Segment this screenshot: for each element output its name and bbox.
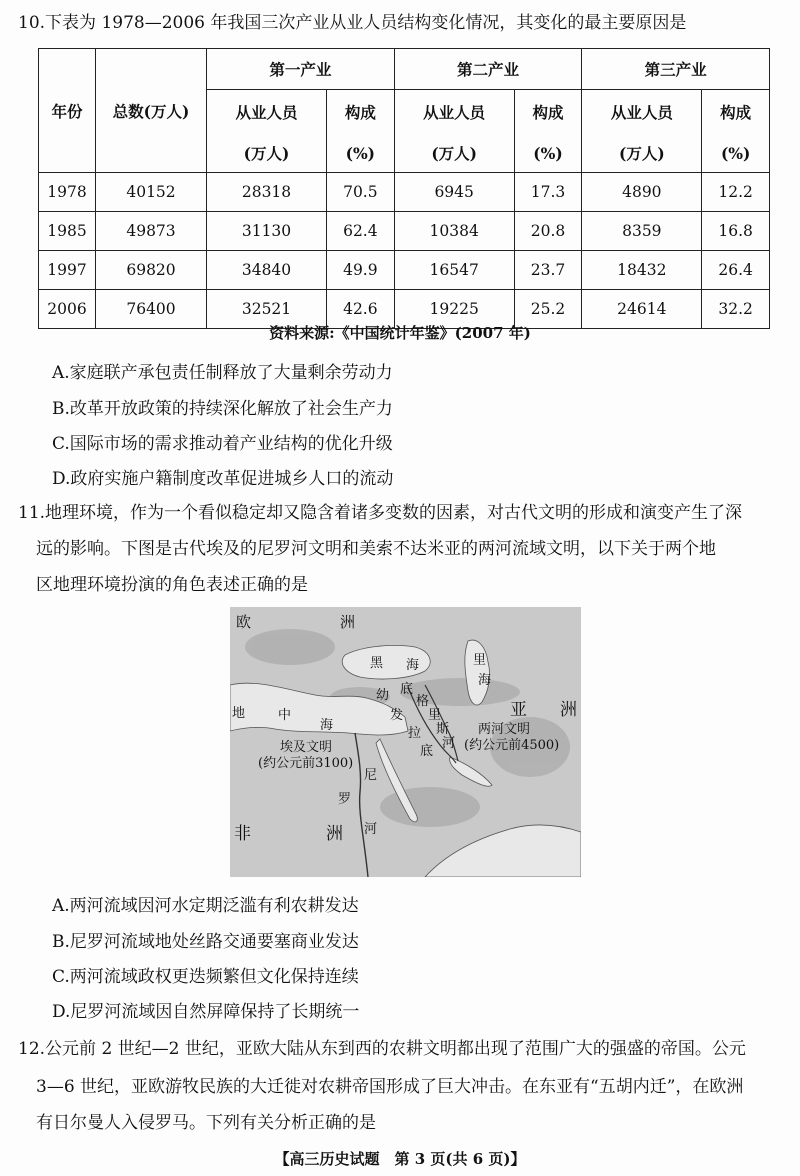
cell: 10384	[394, 212, 514, 251]
cell: 16.8	[702, 212, 770, 251]
g3-ratio-unit: (%)	[702, 134, 770, 173]
map-label: 尼	[364, 768, 378, 783]
group2-header: 第二产业	[394, 49, 582, 90]
map-label: 中	[278, 708, 292, 723]
q12-stem-line-2: 3—6 世纪，亚欧游牧民族的大迁徙对农耕帝国形成了巨大冲击。在东亚有“五胡内迁”，在欧洲	[36, 1077, 744, 1097]
table-source: 资料来源:《中国统计年鉴》(2007 年)	[269, 324, 531, 342]
cell: 6945	[394, 173, 514, 212]
map-label: 罗	[338, 792, 352, 807]
map-label: 里	[473, 653, 487, 668]
map-label: 洲	[340, 613, 356, 631]
q10-option-b: B.改革开放政策的持续深化解放了社会生产力	[52, 399, 393, 419]
cell: 20.8	[514, 212, 582, 251]
map-label: (约公元前3100)	[258, 756, 354, 771]
q11-option-d: D.尼罗河流域因自然屏障保持了长期统一	[52, 1002, 360, 1022]
map-label: 洲	[326, 824, 343, 844]
cell: 18432	[582, 251, 702, 290]
cell: 1985	[39, 212, 96, 251]
cell: 32.2	[702, 290, 770, 329]
map-label: 河	[364, 822, 378, 837]
map-label: 发	[390, 708, 404, 723]
map-label: 海	[478, 673, 492, 688]
map-label: 海	[406, 658, 420, 673]
map-label: 幼	[376, 688, 390, 703]
cell: 4890	[582, 173, 702, 212]
cell: 1978	[39, 173, 96, 212]
map-label: (约公元前4500)	[464, 738, 560, 753]
cell: 42.6	[327, 290, 395, 329]
map-label: 欧	[236, 613, 252, 631]
cell: 17.3	[514, 173, 582, 212]
map-label: 里	[428, 708, 442, 723]
table-row	[39, 212, 770, 251]
map-label: 埃及文明	[280, 740, 333, 755]
g2-ratio-unit: (%)	[514, 134, 582, 173]
g2-ratio-top: 构成	[514, 90, 582, 135]
employment-table	[38, 48, 770, 329]
cell: 32521	[207, 290, 327, 329]
cell: 26.4	[702, 251, 770, 290]
table-row	[39, 173, 770, 212]
q10-stem: 10.下表为 1978—2006 年我国三次产业从业人员结构变化情况，其变化的最主要原因是	[18, 13, 687, 33]
cell: 16547	[394, 251, 514, 290]
col-total-header: 总数(万人)	[96, 49, 207, 173]
map-label: 地	[232, 706, 246, 721]
cell: 12.2	[702, 173, 770, 212]
g3-ratio-top: 构成	[702, 90, 770, 135]
group1-header: 第一产业	[207, 49, 395, 90]
group3-header: 第三产业	[582, 49, 770, 90]
g3-workers-unit: (万人)	[582, 134, 702, 173]
map-label: 拉	[408, 726, 422, 741]
page-footer: 【高三历史试题 第 3 页(共 6 页)】	[274, 1150, 526, 1168]
g1-ratio-unit: (%)	[327, 134, 395, 173]
cell: 49873	[96, 212, 207, 251]
cell: 34840	[207, 251, 327, 290]
cell: 25.2	[514, 290, 582, 329]
g2-workers-top: 从业人员	[394, 90, 514, 135]
map-label: 亚	[510, 700, 527, 720]
map-label: 非	[234, 824, 251, 844]
cell: 1997	[39, 251, 96, 290]
map-label: 底	[420, 744, 434, 759]
g2-workers-unit: (万人)	[394, 134, 514, 173]
map-label: 海	[320, 718, 334, 733]
cell: 40152	[96, 173, 207, 212]
q10-option-c: C.国际市场的需求推动着产业结构的优化升级	[52, 434, 393, 454]
cell: 49.9	[327, 251, 395, 290]
cell: 69820	[96, 251, 207, 290]
map-label: 黑	[370, 656, 384, 671]
q10-option-a: A.家庭联产承包责任制释放了大量剩余劳动力	[52, 363, 393, 383]
map-label: 两河文明	[478, 722, 531, 737]
ancient-civilization-map	[230, 607, 581, 877]
cell: 2006	[39, 290, 96, 329]
cell: 76400	[96, 290, 207, 329]
cell: 23.7	[514, 251, 582, 290]
q11-stem-line-3: 区地理环境扮演的角色表述正确的是	[36, 575, 308, 595]
cell: 70.5	[327, 173, 395, 212]
cell: 62.4	[327, 212, 395, 251]
q10-option-d: D.政府实施户籍制度改革促进城乡人口的流动	[52, 469, 394, 489]
q12-stem-line-3: 有日尔曼人入侵罗马。下列有关分析正确的是	[36, 1113, 376, 1133]
cell: 19225	[394, 290, 514, 329]
q11-option-a: A.两河流域因河水定期泛滥有利农耕发达	[52, 896, 359, 916]
map-label: 格	[416, 694, 430, 709]
g3-workers-top: 从业人员	[582, 90, 702, 135]
col-year-header: 年份	[39, 49, 96, 173]
g1-ratio-top: 构成	[327, 90, 395, 135]
q11-option-c: C.两河流域政权更迭频繁但文化保持连续	[52, 967, 359, 987]
q11-stem-line-2: 远的影响。下图是古代埃及的尼罗河文明和美索不达米亚的两河流域文明，以下关于两个地	[36, 539, 716, 559]
map-label: 洲	[560, 700, 577, 720]
g1-workers-top: 从业人员	[207, 90, 327, 135]
map-label: 斯	[436, 722, 450, 737]
cell: 31130	[207, 212, 327, 251]
q11-stem-line-1: 11.地理环境，作为一个看似稳定却又隐含着诸多变数的因素，对古代文明的形成和演变产生了深	[18, 503, 743, 523]
cell: 24614	[582, 290, 702, 329]
q12-stem-line-1: 12.公元前 2 世纪—2 世纪，亚欧大陆从东到西的农耕文明都出现了范围广大的强盛的帝国。公元	[18, 1039, 746, 1059]
cell: 28318	[207, 173, 327, 212]
cell: 8359	[582, 212, 702, 251]
table-row	[39, 251, 770, 290]
g1-workers-unit: (万人)	[207, 134, 327, 173]
map-label: 河	[442, 736, 456, 751]
map-label: 底	[400, 682, 414, 697]
q11-option-b: B.尼罗河流域地处丝路交通要塞商业发达	[52, 932, 359, 952]
